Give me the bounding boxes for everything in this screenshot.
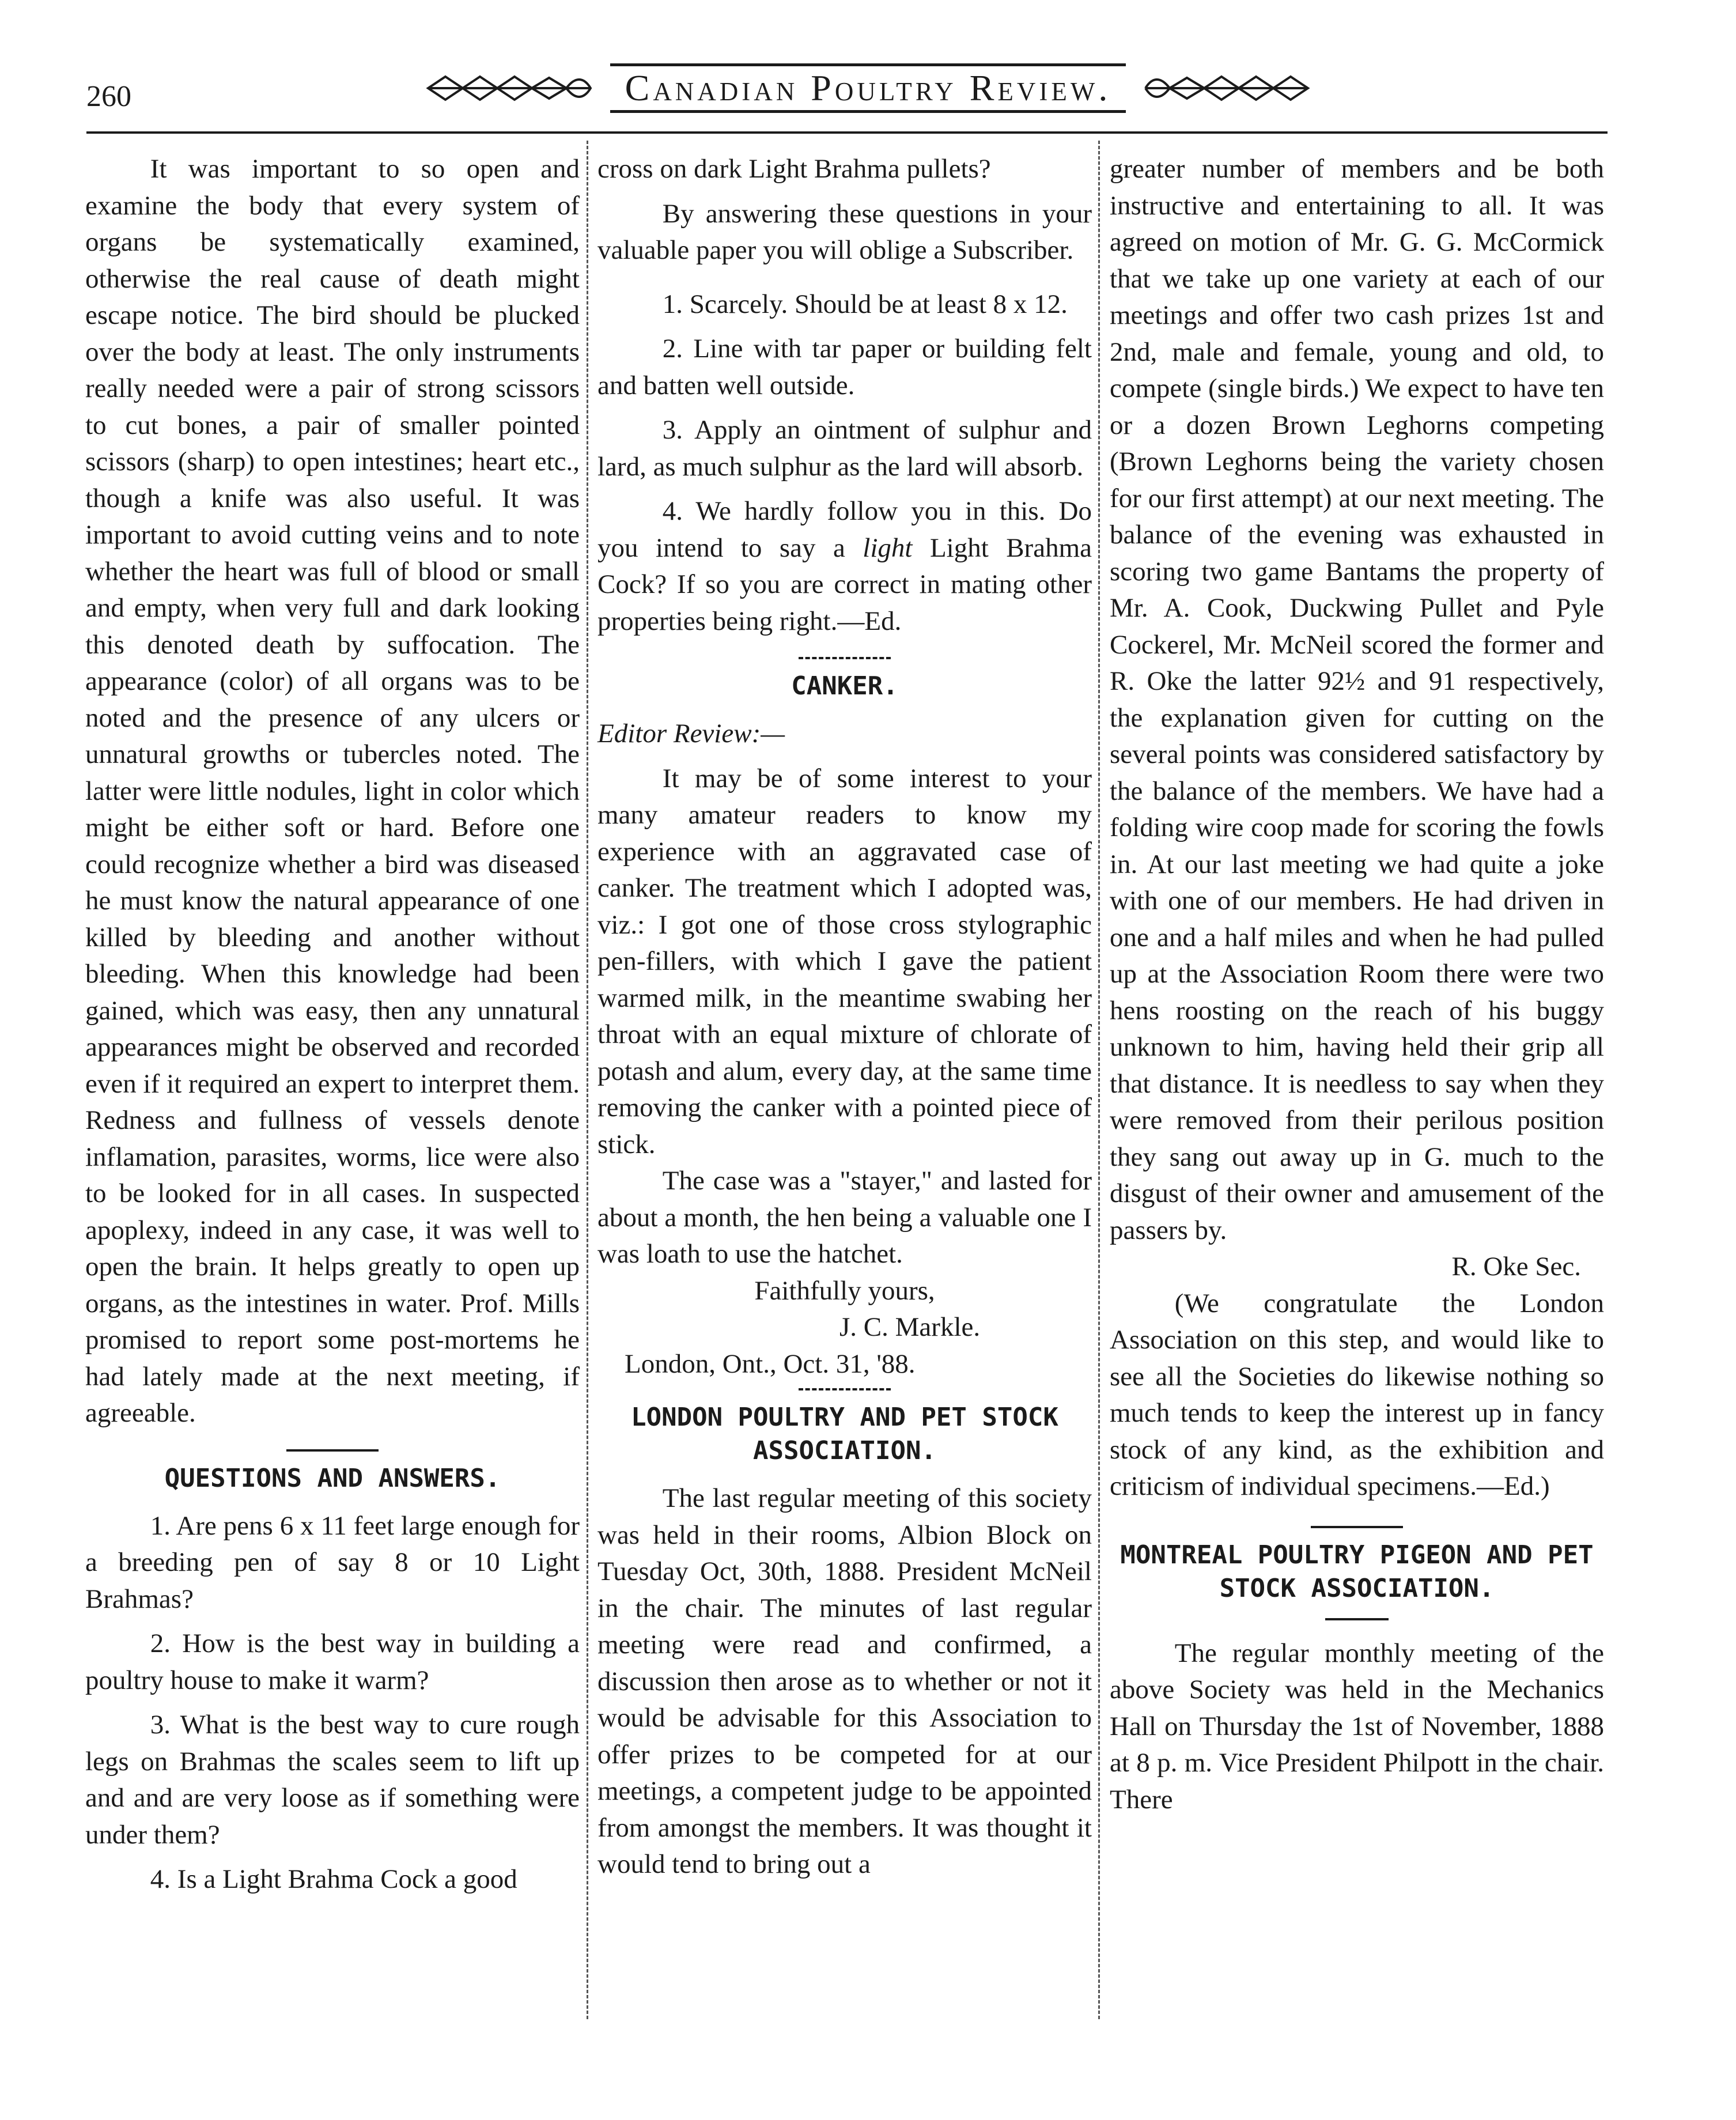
answer-2: 2. Line with tar paper or building felt and batten well outside.: [597, 334, 1092, 400]
section-rule: [1325, 1618, 1389, 1620]
canker-paragraph-2: The case was a "stayer," and lasted for about a month, the hen being a valuable one I was loath to use the hatchet.: [597, 1166, 1092, 1269]
column-2: [597, 151, 1092, 1883]
dateline: London, Ont., Oct. 31, '88.: [625, 1348, 916, 1379]
question-1: 1. Are pens 6 x 11 feet large enough for a breeding pen of say 8 or 10 Light Brahmas?: [85, 1510, 580, 1614]
montreal-paragraph-1: The regular monthly meeting of the above Society was held in the Mechanics Hall on Thursday the 1st of November, 1888 at 8 p. m. Vice President Philpott in the chair. There: [1110, 1638, 1604, 1815]
answer-1: 1. Scarcely. Should be at least 8 x 12.: [662, 289, 1068, 319]
answer-4: [597, 493, 1092, 640]
left-ornament-icon: [422, 71, 595, 105]
answer-4-end: Light Brahma Cock? If so you are correct in mating other properties being right.—Ed.: [597, 532, 1092, 636]
london-paragraph-continued: greater number of members and be both instructive and entertaining to all. It was agreed on motion of Mr. G. G. McCormick that we take up one variety at each of our meetings and offer two cash prizes 1st and 2nd, male and female, young and old, to compete (single birds.) We expect to have ten or a dozen Brown Leghorns competing (Brown Leghorns being the variety chosen for our first attempt) at our next meeting. The balance of the evening was exhausted in scoring two game Bantams the property of Mr. A. Cook, Duckwing Pullet and Pyle Cockerel, Mr. McNeil scored the former and R. Oke the latter 92½ and 91 respectively, the explanation given for cutting on the several points was considered satisfactory by the balance of the members. We have had a folding wire coop made for scoring the fowls in. At our last meeting we had quite a joke with one of our members. He had driven in one and a half miles and when he had pulled up at the Association Room there were two hens roosting on the reach of his buggy unknown to him, having held their grip all that distance. It is needless to say when they were removed from their perilous position they sang out away up in G. much to the disgust of their owner and amusement of the passers by.: [1110, 154, 1604, 1245]
canker-paragraph-1: It may be of some interest to your many amateur readers to know my experience with an aggravated case of canker. The treatment which I adopted was, viz.: I got one of those cross stylographic pen-fillers, with which I gave the patient warmed milk, in the meantime swabing her throat with an equal mixture of chlorate of potash and alum, every day, at the same time removing the canker with a pointed piece of stick.: [597, 763, 1092, 1159]
signature: J. C. Markle.: [839, 1312, 981, 1342]
question-4: 4. Is a Light Brahma Cock a good: [150, 1864, 517, 1894]
question-4-continued: cross on dark Light Brahma pullets?: [597, 154, 991, 184]
answer-4-emphasis: light: [863, 532, 913, 563]
london-paragraph-1: The last regular meeting of this society was held in their rooms, Albion Block on Tuesday Oct, 30th, 1888. President McNeil in the chair. The minutes of last regular meeting were read and confirmed, a discussion then arose as to whether or not it would be advisable for this Association to offer prizes to be competed for at our meetings, a competent judge to be appointed from amongst the members. It was thought it would tend to bring out a: [597, 1483, 1092, 1879]
masthead: [0, 63, 1736, 113]
column-divider: [587, 141, 588, 2019]
masthead-title: Canadian Poultry Review.: [610, 63, 1126, 113]
montreal-association-heading: MONTREAL POULTRY PIGEON AND PET STOCK ASSOCIATION.: [1120, 1540, 1594, 1603]
section-rule: [799, 1388, 891, 1390]
question-2: 2. How is the best way in building a poultry house to make it warm?: [85, 1628, 580, 1695]
section-rule: [1311, 1526, 1403, 1528]
section-rule: [286, 1449, 379, 1452]
section-rule: [799, 657, 891, 659]
necropsy-paragraph: It was important to so open and examine the body that every system of organs be systematically examined, otherwise the real cause of death might escape notice. The bird should be plucked over the body at least. The only instruments really needed were a pair of strong scissors to cut bones, a pair of smaller pointed scissors (sharp) to open intestines; heart etc., though a knife was also useful. It was important to avoid cutting veins and to note whether the heart was full of blood or small and empty, when very full and dark looking this denoted death by suffocation. The appearance (color) of all organs was to be noted and the presence of any ulcers or unnatural growths or tubercles noted. The latter were little nodules, light in color which might be either soft or hard. Before one could recognize whether a bird was diseased he must know the natural appearance of one killed by bleeding and another without bleeding. When this knowledge had been gained, which was easy, then any unnatural appearances might be observed and recorded even if it required an expert to interpret them. Redness and fullness of vessels denote inflamation, parasites, worms, lice were also to be looked for in all cases. In suspected apoplexy, indeed in any case, it was well to open the brain. It helps greatly to open up organs, as the intestines in water. Prof. Mills promised to report some post-mortems he had lately made at the next meeting, if agreeable.: [85, 154, 580, 1428]
questions-answers-heading: QUESTIONS AND ANSWERS.: [164, 1463, 501, 1493]
london-association-heading: LONDON POULTRY AND PET STOCK ASSOCIATION.: [631, 1403, 1058, 1465]
answer-4-start: 4. We hardly follow you in this. Do you intend to say a: [597, 496, 1092, 563]
question-closing: By answering these questions in your valuable paper you will oblige a Subscriber.: [597, 198, 1092, 265]
question-3: 3. What is the best way to cure rough legs on Brahmas the scales seem to lift up and and are very loose as if something were under them?: [85, 1710, 580, 1850]
canker-heading: CANKER.: [791, 671, 898, 701]
signoff: Faithfully yours,: [754, 1275, 935, 1306]
header-rule: [86, 131, 1608, 134]
answer-3: 3. Apply an ointment of sulphur and lard, as much sulphur as the lard will absorb.: [597, 415, 1092, 482]
editor-note: (We congratulate the London Association on this step, and would like to see all the Societies do likewise nothing so much tends to keep the interest up in fancy stock of any kind, as the exhibition and criticism of individual specimens.—Ed.): [1110, 1288, 1604, 1501]
column-1: [85, 151, 580, 1898]
page-number: 260: [86, 80, 131, 113]
column-divider: [1098, 141, 1100, 2019]
salutation: Editor Review:—: [597, 719, 785, 749]
column-3: [1110, 151, 1604, 1818]
right-ornament-icon: [1141, 71, 1314, 105]
secretary-signature: R. Oke Sec.: [1451, 1252, 1581, 1282]
